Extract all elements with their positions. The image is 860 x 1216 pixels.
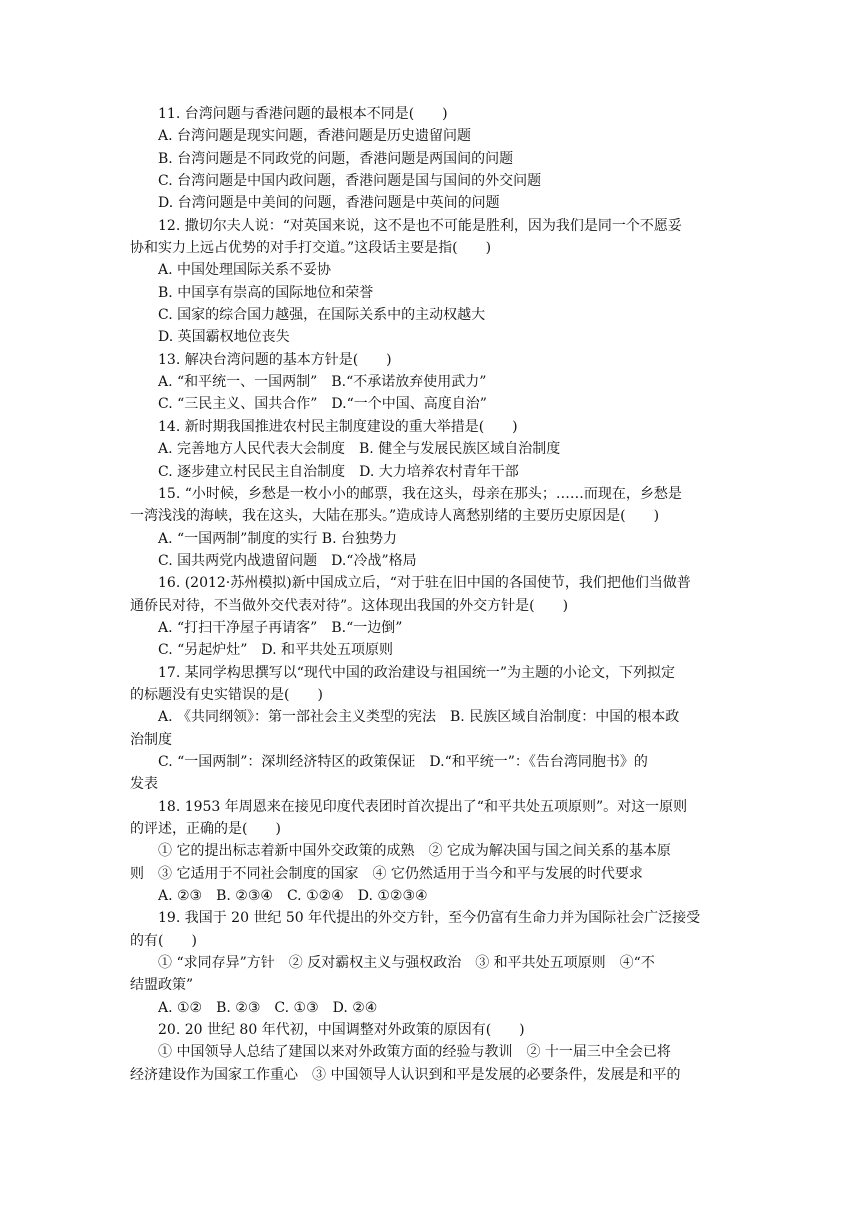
question-stem: 16. (2012·苏州模拟)新中国成立后，“对于驻在旧中国的各国使节，我们把他们当做普 (158, 575, 691, 592)
question-stem: 20. 20 世纪 80 年代初，中国调整对外政策的原因有( ) (158, 1022, 525, 1039)
question-stem-continued: 协和实力上远占优势的对手打交道。”这段话主要是指( ) (130, 240, 492, 257)
option-c: C. 台湾问题是中国内政问题，香港问题是国与国间的外交问题 (158, 173, 542, 190)
question-stem: 13. 解决台湾问题的基本方针是( ) (158, 351, 392, 368)
question-stem: 15. “小时候，乡愁是一枚小小的邮票，我在这头，母亲在那头；……而现在，乡愁是 (158, 485, 682, 502)
question-list (130, 103, 730, 1086)
options-cd: C. “一国两制”：深圳经济特区的政策保证 D.“和平统一”：《告台湾同胞书》的 (158, 753, 648, 770)
question-stem-continued: 的评述，正确的是( ) (130, 821, 281, 837)
options-cd: C. 逐步建立村民民主自治制度 D. 大力培养农村青年干部 (158, 463, 519, 480)
question-15 (130, 483, 730, 572)
statements-continued: 则 ③ 它适用于不同社会制度的国家 ④ 它仍然适用于当今和平与发展的时代要求 (130, 865, 643, 882)
option-d: D. 台湾问题是中美间的问题，香港问题是中英间的问题 (158, 195, 500, 212)
option-d: D. 英国霸权地位丧失 (158, 329, 290, 346)
question-19 (130, 907, 730, 1019)
statements: ① 中国领导人总结了建国以来对外政策方面的经验与教训 ② 十一届三中全会已将 (158, 1044, 671, 1061)
options-cd: C. “三民主义、国共合作” D.“一个中国、高度自治” (158, 396, 487, 413)
statements-continued: 经济建设作为国家工作重心 ③ 中国领导人认识到和平是发展的必要条件，发展是和平的 (130, 1066, 681, 1083)
question-stem: 19. 我国于 20 世纪 50 年代提出的外交方针，至今仍富有生命力并为国际社会广泛接受 (158, 910, 701, 927)
question-stem: 17. 某同学构思撰写以“现代中国的政治建设与祖国统一”为主题的小论文，下列拟定 (158, 664, 676, 681)
option-c: C. 国家的综合国力越强，在国际关系中的主动权越大 (158, 307, 486, 324)
options-ab: A. “一国两制”制度的实行 B. 台独势力 (158, 530, 397, 547)
question-12 (130, 215, 730, 349)
option-b: B. 台湾问题是不同政党的问题，香港问题是两国间的问题 (158, 150, 514, 167)
question-stem: 18. 1953 年周恩来在接见印度代表团时首次提出了“和平共处五项原则”。对这一原则 (158, 798, 688, 815)
question-13 (130, 349, 730, 416)
question-stem: 12. 撒切尔夫人说：“对英国来说，这不是也不可能是胜利，因为我们是同一个不愿妥 (158, 217, 682, 234)
question-stem: 14. 新时期我国推进农村民主制度建设的重大举措是( ) (158, 418, 518, 435)
question-stem-continued: 的标题没有史实错误的是( ) (130, 686, 323, 703)
question-stem: 11. 台湾问题与香港问题的最根本不同是( ) (158, 106, 448, 122)
answer-choices: A. ①② B. ②③ C. ①③ D. ②④ (158, 999, 378, 1016)
option-a: A. 台湾问题是现实问题，香港问题是历史遗留问题 (158, 128, 472, 145)
question-stem-continued: 一湾浅浅的海峡，我在这头，大陆在那头。”造成诗人离愁别绪的主要历史原因是( ) (130, 508, 660, 525)
question-17 (130, 662, 730, 796)
options-ab: A. “打扫干净屋子再请客” B.“一边倒” (158, 619, 403, 636)
options-cd-continued: 发表 (130, 776, 158, 793)
options-ab: A. “和平统一、一国两制” B.“不承诺放弃使用武力” (158, 374, 487, 391)
statements-continued: 结盟政策” (130, 977, 194, 994)
options-ab: A. 完善地方人民代表大会制度 B. 健全与发展民族区域自治制度 (158, 441, 561, 458)
question-20 (130, 1019, 730, 1086)
options-ab-continued: 治制度 (130, 731, 172, 748)
option-b: B. 中国享有崇高的国际地位和荣誉 (158, 284, 374, 301)
question-16 (130, 572, 730, 661)
question-14 (130, 416, 730, 483)
options-cd: C. 国共两党内战遗留问题 D.“冷战”格局 (158, 552, 417, 569)
answer-choices: A. ②③ B. ②③④ C. ①②④ D. ①②③④ (158, 888, 428, 905)
question-stem-continued: 通侨民对待，不当做外交代表对待”。这体现出我国的外交方针是( ) (130, 597, 569, 614)
options-ab: A. 《共同纲领》：第一部社会主义类型的宪法 B. 民族区域自治制度：中国的根本政 (158, 709, 680, 726)
option-a: A. 中国处理国际关系不妥协 (158, 262, 332, 279)
question-stem-continued: 的有( ) (130, 932, 197, 949)
options-cd: C. “另起炉灶” D. 和平共处五项原则 (158, 642, 394, 659)
question-11 (130, 103, 730, 215)
question-18 (130, 796, 730, 908)
statements: ① “求同存异”方针 ② 反对霸权主义与强权政治 ③ 和平共处五项原则 ④“不 (158, 955, 655, 972)
statements: ① 它的提出标志着新中国外交政策的成熟 ② 它成为解决国与国之间关系的基本原 (158, 843, 671, 860)
